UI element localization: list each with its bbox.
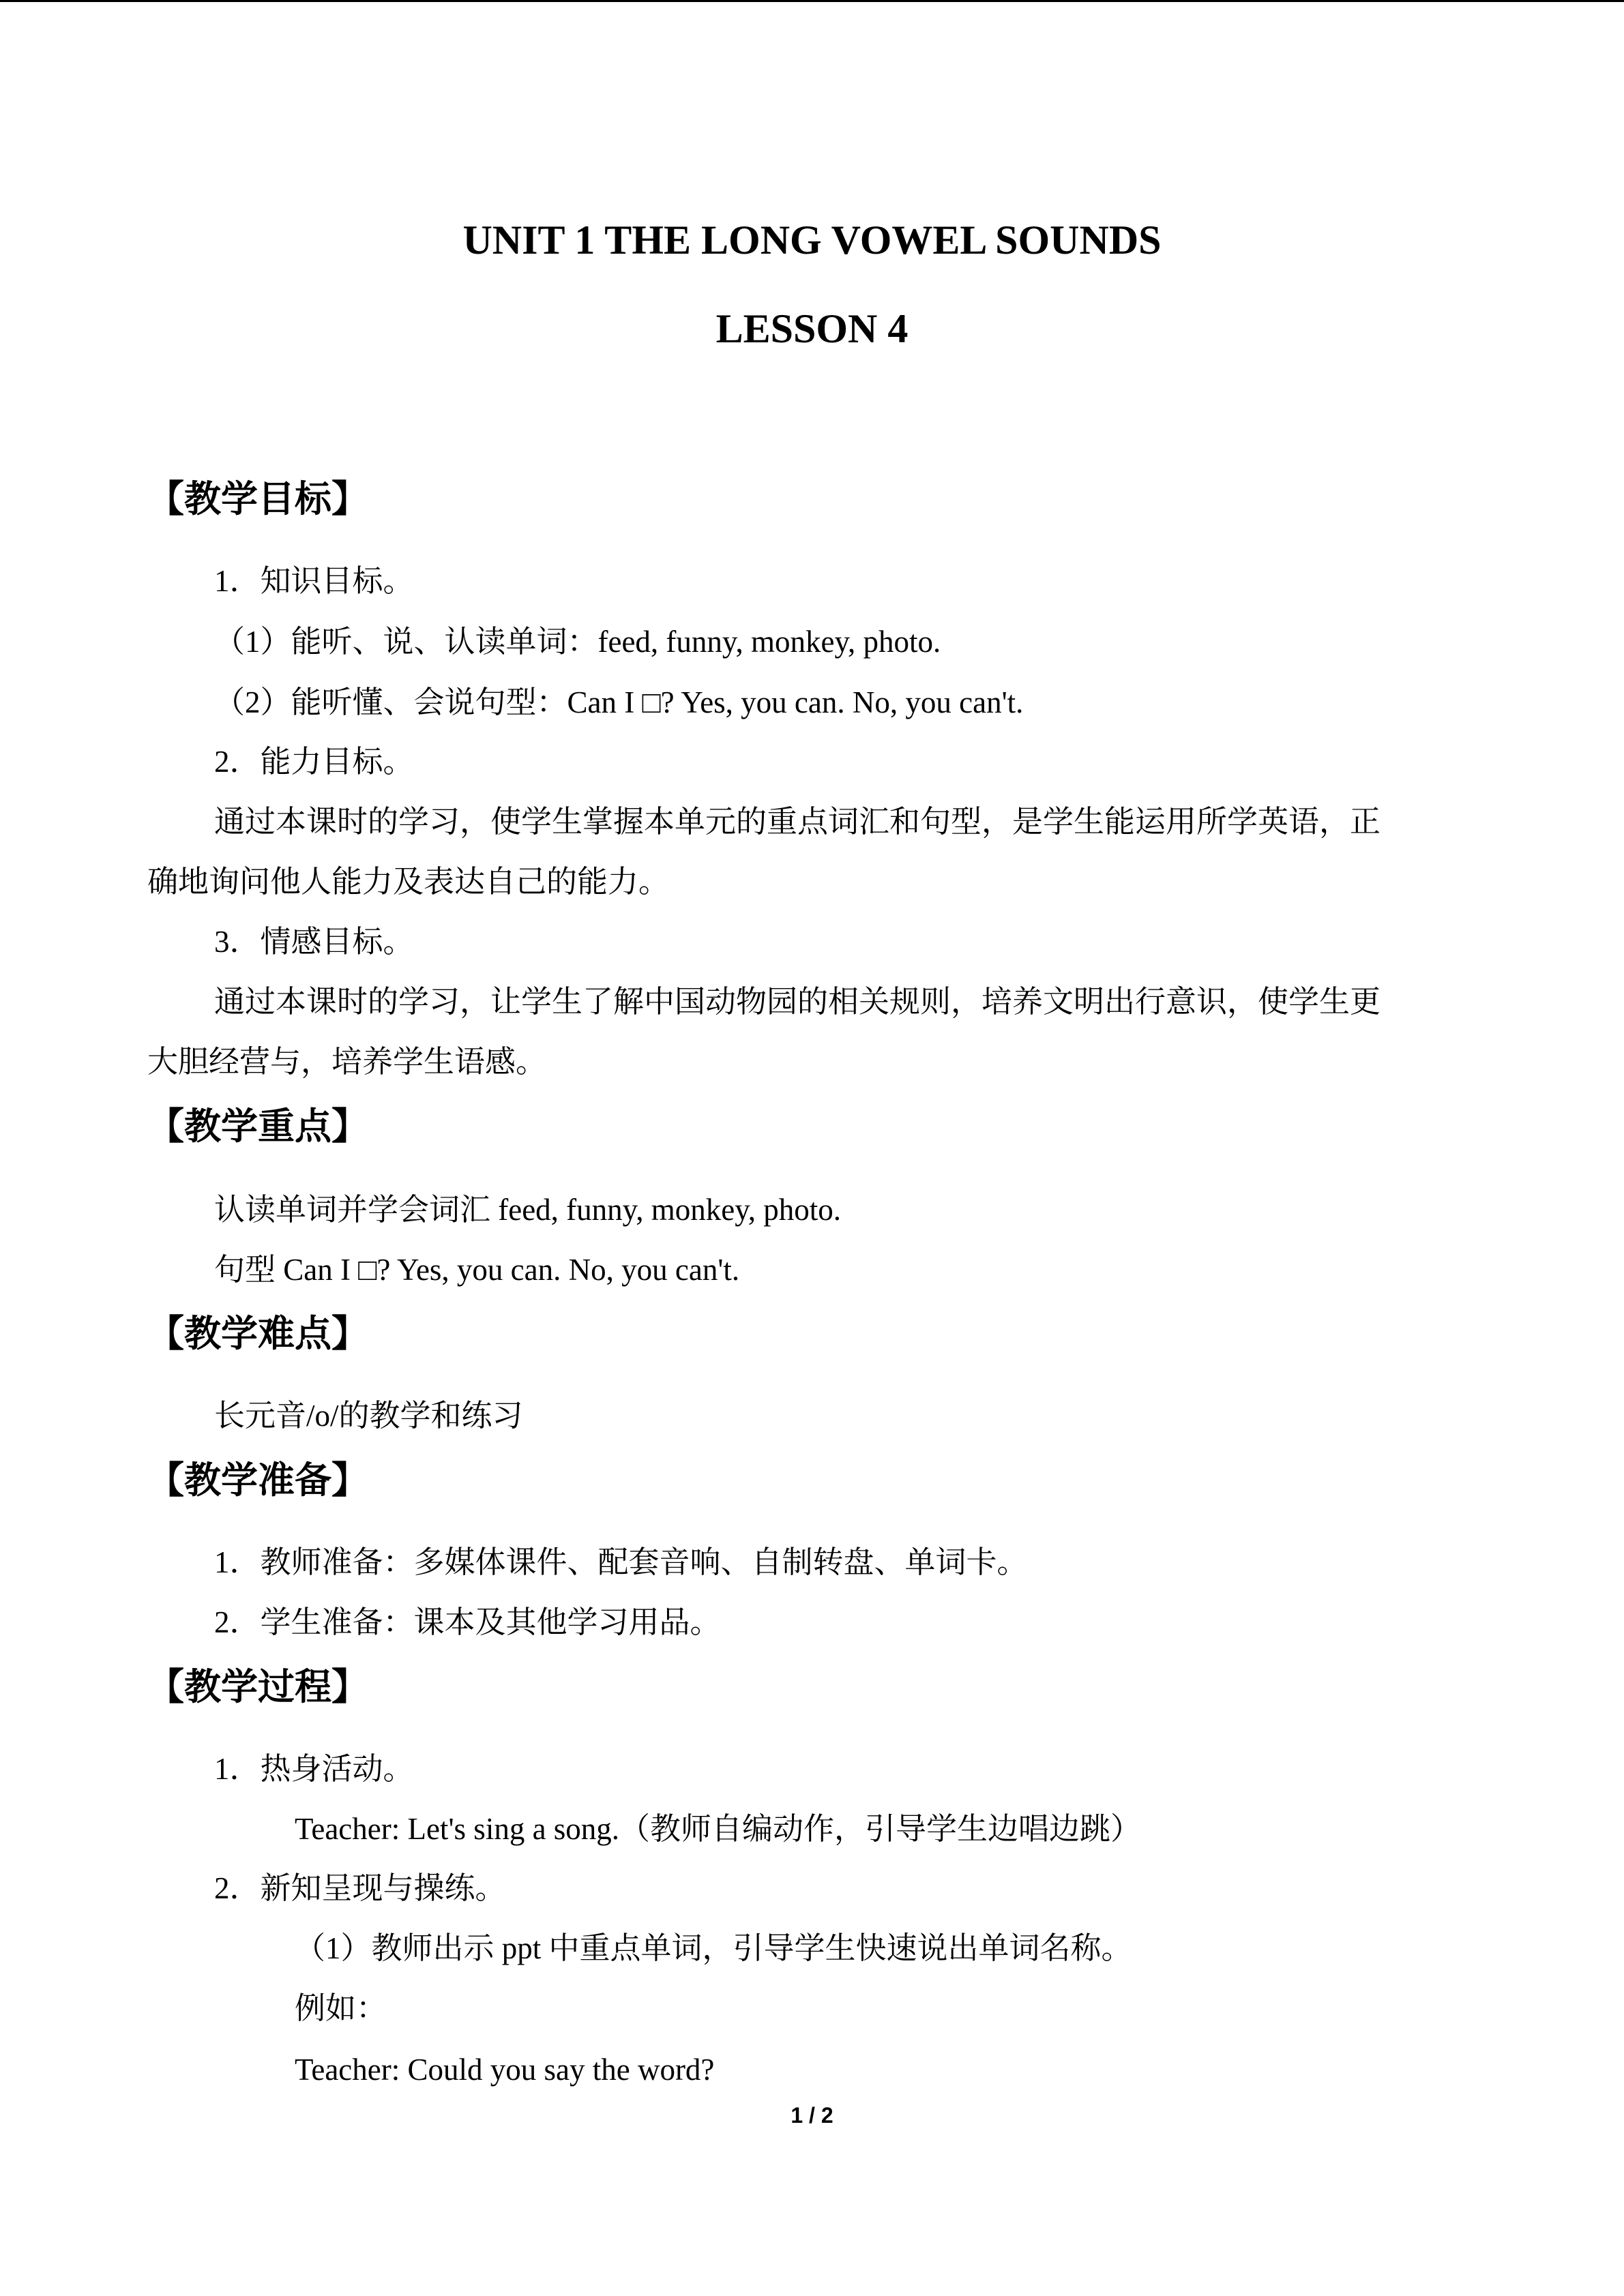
difficulties-line: 长元音/o/的教学和练习 — [214, 1399, 523, 1433]
document-subtitle: LESSON 4 — [715, 306, 909, 351]
objectives-line: 2．能力目标。 — [214, 745, 414, 779]
section-heading-difficulties: 【教学难点】 — [147, 1312, 368, 1355]
objectives-line: 通过本课时的学习，使学生掌握本单元的重点词汇和句型，是学生能运用所学英语，正 — [214, 805, 1381, 839]
process-line: 1．热身活动。 — [214, 1752, 414, 1786]
section-heading-key-points: 【教学重点】 — [147, 1105, 368, 1148]
process-line: Teacher: Let's sing a song.（教师自编动作，引导学生边唱边跳） — [295, 1812, 1142, 1846]
objectives-line: 确地询问他人能力及表达自己的能力。 — [147, 865, 670, 899]
objectives-line: （2）能听懂、会说句型：Can I □? Yes, you can. No, you can't. — [214, 685, 1024, 719]
key-points-line: 认读单词并学会词汇 feed, funny, monkey, photo. — [214, 1193, 842, 1227]
objectives-line: 大胆经营与，培养学生语感。 — [147, 1045, 547, 1079]
process-line: 例如： — [295, 1991, 387, 2025]
process-line: （1）教师出示 ppt 中重点单词，引导学生快速说出单词名称。 — [295, 1931, 1132, 1965]
objectives-line: 3．情感目标。 — [214, 925, 414, 959]
objectives-line: （1）能听、说、认读单词：feed, funny, monkey, photo. — [214, 625, 941, 659]
objectives-line: 通过本课时的学习，让学生了解中国动物园的相关规则，培养文明出行意识，使学生更 — [214, 985, 1381, 1019]
section-heading-preparation: 【教学准备】 — [147, 1459, 368, 1502]
process-line: 2．新知呈现与操练。 — [214, 1871, 506, 1905]
section-heading-process: 【教学过程】 — [147, 1665, 368, 1708]
objectives-line: 1．知识目标。 — [214, 564, 414, 598]
page-number: 1 / 2 — [791, 2103, 833, 2128]
preparation-line: 2．学生准备：课本及其他学习用品。 — [214, 1605, 721, 1639]
preparation-line: 1．教师准备：多媒体课件、配套音响、自制转盘、单词卡。 — [214, 1545, 1028, 1579]
key-points-line: 句型 Can I □? Yes, you can. No, you can't. — [214, 1253, 740, 1287]
document-title: UNIT 1 THE LONG VOWEL SOUNDS — [462, 218, 1162, 263]
process-line: Teacher: Could you say the word? — [295, 2053, 715, 2087]
section-heading-objectives: 【教学目标】 — [147, 477, 368, 520]
